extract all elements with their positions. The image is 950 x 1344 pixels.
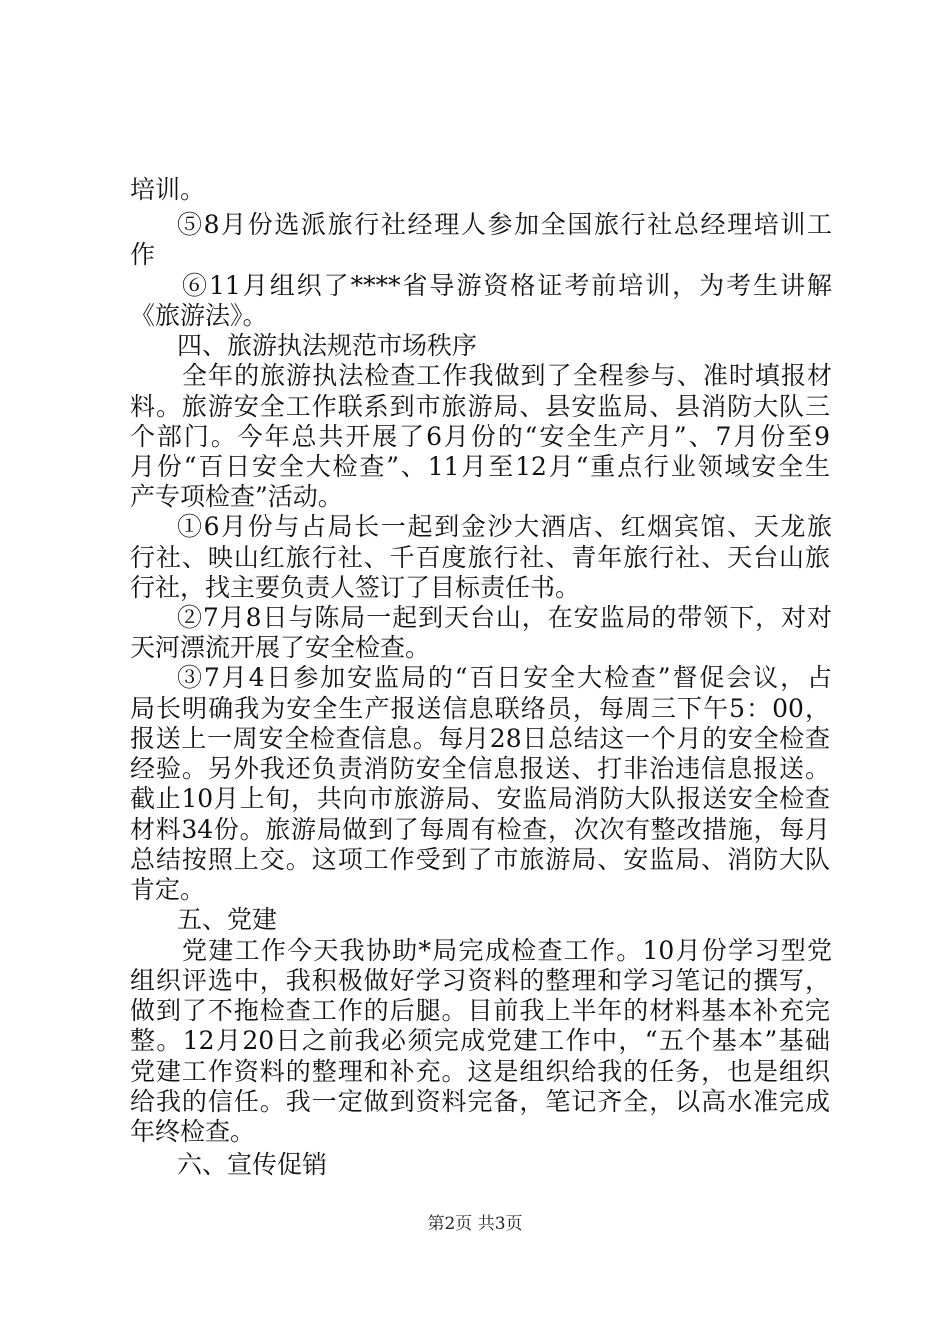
text-line: 培训。 [130,175,206,204]
section-heading: 六、宣传促销 [177,1150,328,1179]
text-line: 作 [130,240,156,269]
text-line: 行社、映山红旅行社、千百度旅行社、青年旅行社、天台山旅 [130,543,830,572]
text-line: 料。旅游安全工作联系到市旅游局、县安监局、县消防大队三 [130,392,830,421]
text-line: 局长明确我为安全生产报送信息联络员，每周三下午5：00， [130,694,830,723]
text-line: 产专项检查”活动。 [130,482,343,511]
section-heading: 四、旅游执法规范市场秩序 [177,331,478,360]
text-line: 党建工作资料的整理和补充。这是组织给我的任务，也是组织 [130,1057,830,1086]
text-line: 年终检查。 [130,1117,256,1146]
text-line: 组织评选中，我积极做好学习资料的整理和学习笔记的撰写， [130,966,830,995]
text-line: 截止10月上旬，共向市旅游局、安监局消防大队报送安全检查 [130,784,830,813]
text-line: 整。12月20日之前我必须完成党建工作中，“五个基本”基础 [130,1026,830,1055]
text-line: 全年的旅游执法检查工作我做到了全程参与、准时填报材 [182,361,832,390]
text-line: ⑥11月组织了****省导游资格证考前培训，为考生讲解 [182,271,832,300]
text-line: 个部门。今年总共开展了6月份的“安全生产月”、7月份至9 [130,422,830,451]
text-line: 《旅游法》。 [130,301,268,330]
text-line: 经验。另外我还负责消防安全信息报送、打非治违信息报送。 [130,754,830,783]
text-line: 肯定。 [130,875,206,904]
text-line: 党建工作今天我协助*局完成检查工作。10月份学习型党 [182,936,832,965]
text-line: 天河漂流开展了安全检查。 [130,633,431,662]
text-line: 报送上一周安全检查信息。每月28日总结这一个月的安全检查 [130,724,830,753]
page-footer: 第2页 共3页 [427,1214,523,1234]
text-line: ③7月4日参加安监局的“百日安全大检查”督促会议，占 [177,663,832,692]
text-line: 做到了不拖检查工作的后腿。目前我上半年的材料基本补充完 [130,996,830,1025]
text-line: 总结按照上交。这项工作受到了市旅游局、安监局、消防大队 [130,845,830,874]
section-heading: 五、党建 [177,905,278,934]
text-line: 给我的信任。我一定做到资料完备，笔记齐全，以高水准完成 [130,1087,830,1116]
text-line: ①6月份与占局长一起到金沙大酒店、红烟宾馆、天龙旅 [177,512,832,541]
text-line: 材料34份。旅游局做到了每周有检查，次次有整改措施，每月 [130,815,830,844]
text-line: 月份“百日安全大检查”、11月至12月“重点行业领域安全生 [130,452,830,481]
text-line: ②7月8日与陈局一起到天台山，在安监局的带领下，对对 [177,603,832,632]
text-line: ⑤8月份选派旅行社经理人参加全国旅行社总经理培训工 [177,210,832,239]
text-line: 行社，找主要负责人签订了目标责任书。 [130,573,581,602]
